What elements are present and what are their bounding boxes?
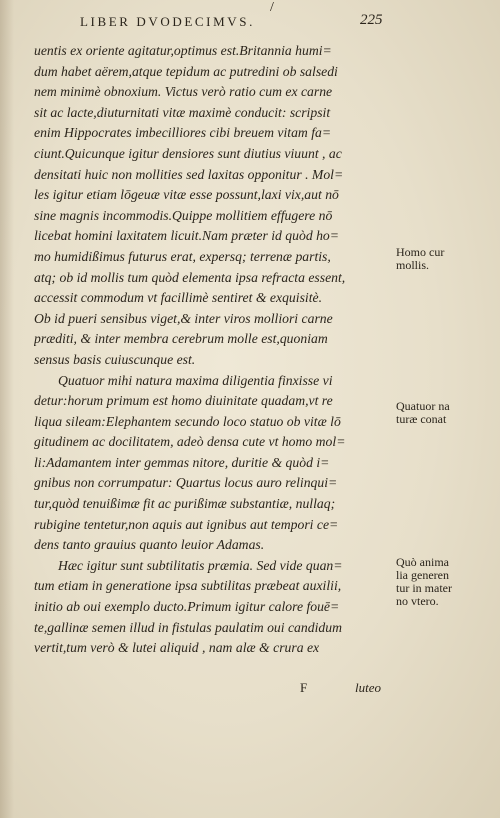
text-line: licebat homini laxitatem licuit.Nam præter id quòd ho= — [34, 228, 340, 244]
text-line: dens tanto grauius quanto leuior Adamas. — [34, 537, 265, 553]
top-mark: / — [270, 0, 274, 15]
text-line: gnibus non corrumpatur: Quartus locus auro relinqui= — [34, 475, 338, 491]
margin-note-line: tur in mater — [396, 581, 452, 595]
margin-note-line: turæ conat — [396, 412, 447, 426]
text-line: sensus basis cuiuscunque est. — [34, 351, 196, 367]
text-line: densitati huic non mollities sed laxitas opponitur . Mol= — [34, 166, 344, 182]
margin-note-line: Quatuor na — [396, 399, 450, 413]
text-line: Quatuor mihi natura maxima diligentia finxisse vi — [58, 372, 333, 388]
text-line: gitudinem ac docilitatem, adeò densa cute vt homo mol= — [34, 434, 346, 450]
main-text-block — [34, 41, 392, 659]
text-line: ciunt.Quicunque igitur densiores sunt diutius viuunt , ac — [34, 145, 342, 161]
signature-mark: F — [300, 680, 308, 695]
margin-note-homo — [396, 246, 496, 272]
text-line: uentis ex oriente agitatur,optimus est.Britannia humi= — [34, 43, 332, 58]
text-line: li:Adamantem inter gemmas nitore, duritie & quòd i= — [34, 454, 330, 470]
text-line: dum habet aërem,atque tepidum ac putredini ob salsedi — [34, 63, 338, 79]
margin-note-line: mollis. — [396, 258, 430, 272]
margin-note-line: Homo cur — [396, 245, 445, 259]
text-line: les igitur etiam lōgeuæ vitæ esse possunt,laxi vix,aut nō — [34, 187, 339, 203]
text-line: præditi, & inter membra cerebrum molle est,quoniam — [34, 331, 328, 347]
text-line: rubigine tentetur,non aquis aut ignibus aut tempori ce= — [34, 516, 339, 532]
running-title: LIBER DVODECIMVS. — [80, 14, 255, 29]
text-line: enim Hippocrates imbecilliores cibi breuem vitam fa= — [34, 125, 332, 141]
text-line: Ob id pueri sensibus viget,& inter viros molliori carne — [34, 310, 333, 326]
text-line: tur,quòd tenuißimæ fit ac purißimæ substantiæ, nullaq; — [34, 496, 336, 512]
text-line: mo humidißimus futurus erat, expersq; terrenæ partis, — [34, 248, 331, 264]
text-line: vertit,tum verò & lutei aliquid , nam alæ & crura ex — [34, 640, 320, 656]
text-line: tum etiam in generatione ipsa subtilitas præbeat auxilii, — [34, 578, 342, 594]
margin-note-line: lia generen — [396, 568, 449, 582]
folio-number: 225 — [360, 12, 383, 28]
margin-note-anima — [396, 556, 496, 608]
text-line: sine magnis incommodis.Quippe mollitiem effugere nō — [34, 207, 333, 223]
margin-note-quatuor — [396, 400, 496, 426]
text-line: initio ab oui exemplo ducto.Primum igitur calore fouē= — [34, 599, 340, 615]
gutter-shadow — [0, 0, 14, 818]
catchword: luteo — [355, 680, 381, 695]
text-line: atq; ob id mollis tum quòd elementa ipsa refracta essent, — [34, 269, 346, 285]
text-line: nem minimè obnoxium. Victus verò ratio cum ex carne — [34, 84, 333, 100]
text-line: liqua sileam:Elephantem secundo loco statuo ob vitæ lō — [34, 413, 341, 429]
text-line: te,gallinæ semen illud in fistulas paulatim oui candidum — [34, 619, 342, 635]
text-line: detur:horum primum est homo diuinitate quadam,vt re — [34, 393, 333, 409]
text-line: Hæc igitur sunt subtilitatis præmia. Sed vide quan= — [58, 557, 343, 573]
margin-note-line: no vtero. — [396, 594, 439, 608]
text-line: sit ac lacte,diuturnitati vitæ maximè conducit: scripsit — [34, 104, 331, 120]
text-line: accessit commodum vt facillimè sentiret & exquisitè. — [34, 290, 322, 306]
margin-note-line: Quò anima — [396, 555, 449, 569]
